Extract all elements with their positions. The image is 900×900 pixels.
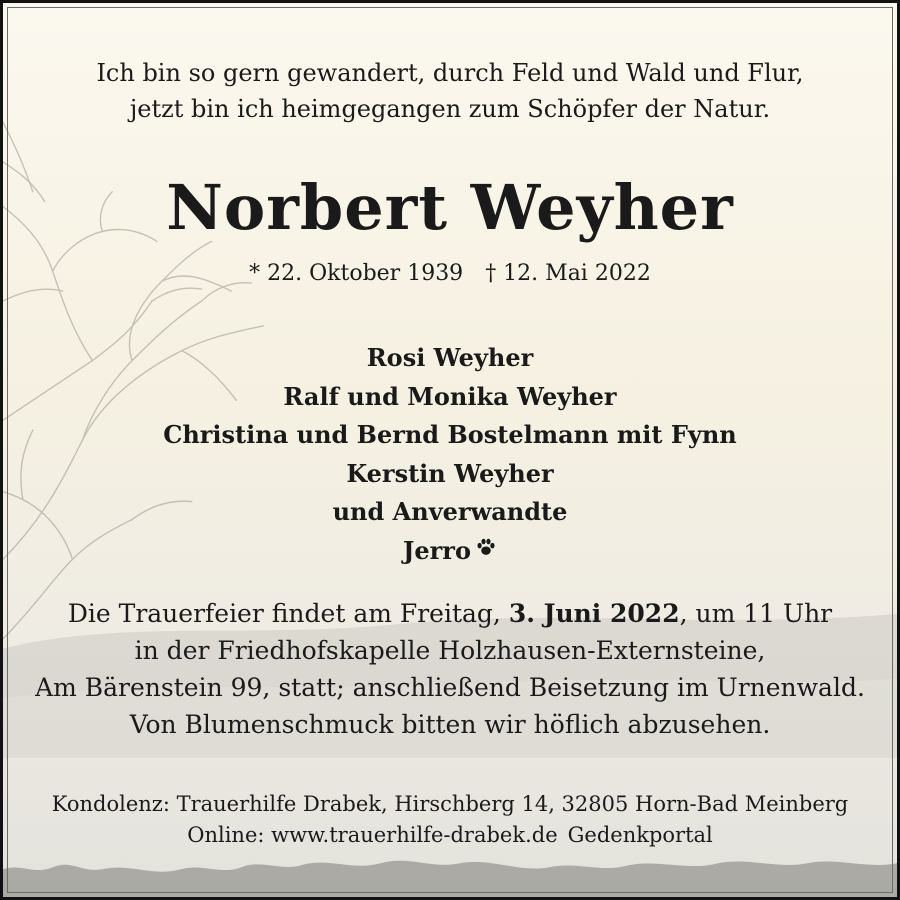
service-details — [3, 595, 897, 743]
service-date: 3. Juni 2022 — [508, 599, 680, 628]
mourner-pet — [3, 532, 897, 571]
memorial-portal: Gedenkportal — [567, 823, 713, 847]
service-text: Die Trauerfeier findet am Freitag, — [67, 599, 509, 628]
service-line-2: in der Friedhofskapelle Holzhausen-Externsteine, — [134, 636, 766, 665]
service-line-4: Von Blumenschmuck bitten wir höflich abzusehen. — [129, 710, 771, 739]
service-line-3: Am Bärenstein 99, statt; anschließend Beisetzung im Urnenwald. — [35, 673, 865, 702]
mourner: Rosi Weyher — [366, 343, 534, 372]
mourner: Ralf und Monika Weyher — [283, 381, 617, 411]
mourners-list — [3, 339, 897, 570]
deceased-name: Norbert Weyher — [166, 171, 734, 244]
poem — [3, 55, 897, 127]
life-dates — [3, 261, 897, 286]
poem-line-1: Ich bin so gern gewandert, durch Feld und Wald und Flur, — [96, 59, 804, 87]
condolence-info — [3, 789, 897, 851]
condolence-address: Kondolenz: Trauerhilfe Drabek, Hirschberg 14, 32805 Horn-Bad Meinberg — [51, 792, 849, 816]
condolence-online — [3, 820, 897, 851]
pet-name: Jerro — [403, 535, 471, 565]
service-time: , um 11 Uhr — [679, 599, 833, 628]
birth-date: * 22. Oktober 1939 — [249, 261, 464, 286]
online-website: Online: www.trauerhilfe-drabek.de — [187, 823, 558, 847]
death-date: † 12. Mai 2022 — [485, 261, 651, 286]
paw-print-icon — [475, 531, 497, 570]
mourner: und Anverwandte — [332, 497, 568, 526]
obituary-content — [3, 3, 897, 897]
poem-line-2: jetzt bin ich heimgegangen zum Schöpfer der Natur. — [129, 95, 771, 123]
mourner: Kerstin Weyher — [346, 458, 554, 488]
service-line-1 — [3, 595, 897, 632]
mourner: Christina und Bernd Bostelmann mit Fynn — [163, 420, 737, 449]
